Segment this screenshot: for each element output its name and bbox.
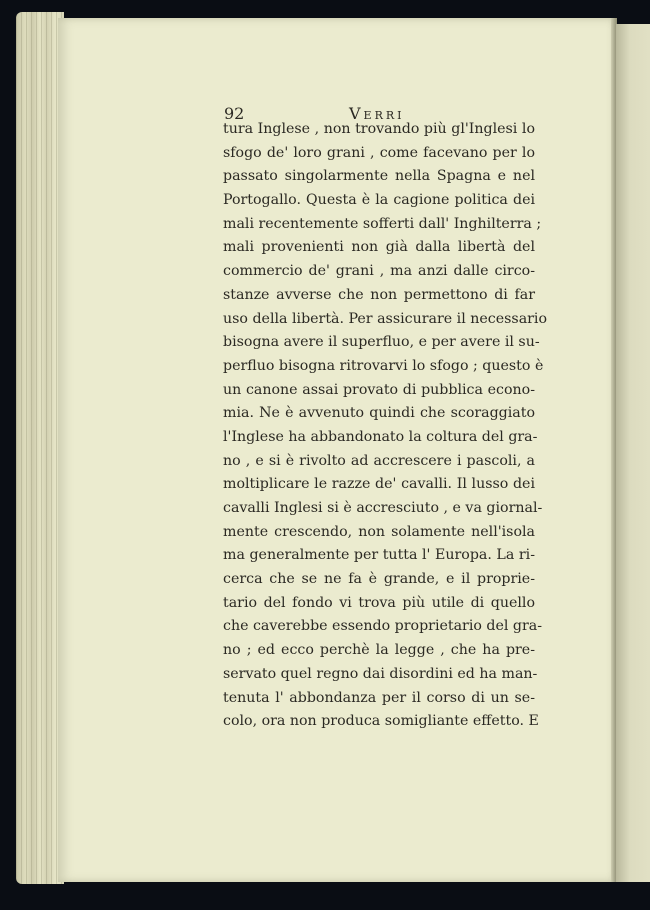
text-line: cerca che se ne fa è grande, e il proprie- [223,571,535,588]
text-line: sfogo de' loro grani , come facevano per lo [223,144,535,161]
text-line: tura Inglese , non trovando più gl'Inglesi lo [223,121,535,137]
running-head: Verri [349,104,405,123]
text-line: commercio de' grani , ma anzi dalle circo- [223,263,535,280]
text-line: servato quel regno dai disordini ed ha man- [223,665,538,682]
text-line: mente crescendo, non solamente nell'isola [223,523,535,540]
text-line: moltiplicare le razze de' cavalli. Il lusso dei [223,476,535,493]
text-line: tario del fondo vi trova più utile di quello [223,594,535,611]
text-line: uso della libertà. Per assicurare il necessario [223,310,548,327]
page-edges [16,12,64,884]
text-line: no ; ed ecco perchè la legge , che ha pre- [223,642,535,659]
text-line: mia. Ne è avvenuto quindi che scoraggiato [223,405,535,422]
text-line: bisogna avere il superfluo, e per avere il su- [223,334,540,351]
text-line: perfluo bisogna ritrovarvi lo sfogo ; questo è [223,357,544,374]
text-line: un canone assai provato di pubblica econo- [223,381,535,398]
text-line: mali provenienti non già dalla libertà del [223,239,535,256]
text-line: colo, ora non produca somigliante effetto. E [223,713,539,730]
text-line: che caverebbe essendo proprietario del gra- [223,618,543,635]
text-line: cavalli Inglesi si è accresciuto , e va giornal- [223,500,543,516]
text-line: tenuta l' abbondanza per il corso di un se- [223,689,535,706]
page-number: 92 [224,104,245,123]
text-line: ma generalmente per tutta l' Europa. La ri- [223,547,535,564]
body-text [223,118,548,734]
text-line: mali recentemente sofferti dall' Inghilterra ; [223,215,542,232]
text-line: Portogallo. Questa è la cagione politica dei [223,192,535,209]
text-line: passato singolarmente nella Spagna e nel [223,168,535,185]
text-line: l'Inglese ha abbandonato la coltura del gra- [223,428,538,445]
text-line: stanze avverse che non permettono di far [223,286,535,303]
text-line: no , e si è rivolto ad accrescere i pascoli, a [223,452,535,469]
facing-page [616,24,650,882]
